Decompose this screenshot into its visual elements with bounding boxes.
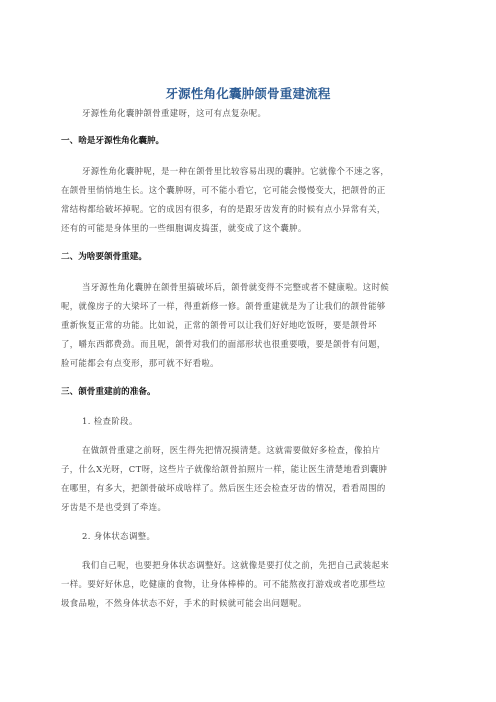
section-heading-3: 三、颌骨重建前的准备。	[61, 387, 156, 397]
section-heading-2: 二、为啥要颌骨重建。	[61, 252, 147, 262]
paragraph-line: 我们自己呢，也要把身体状态调整好。这就像是要打仗之前，先把自己武装起来	[82, 560, 390, 570]
paragraph-line: 在哪里，有多大，把颌骨破坏成啥样了。然后医生还会检查牙齿的情况，看看周围的	[61, 483, 386, 493]
subsection-label-2: 2. 身体状态调整。	[82, 531, 156, 541]
section-heading-1: 一、啥是牙源性角化囊肿。	[61, 136, 165, 146]
paragraph-line: 脸可能都会有点变形，那可就不好看啦。	[61, 358, 219, 368]
paragraph-line: 一样。要好好休息，吃健康的食物，让身体棒棒的。可不能熬夜打游戏或者吃那些垃	[61, 579, 386, 589]
paragraph-line: 圾食品啦，不然身体状态不好，手术的时候就可能会出问题呢。	[61, 598, 307, 608]
paragraph-line: 当牙源性角化囊肿在颌骨里搞破坏后，颌骨就变得不完整或者不健康啦。这时候	[82, 282, 390, 292]
document-title: 牙源性角化囊肿颌骨重建流程	[165, 86, 331, 101]
paragraph-line: 了，嚼东西都费劲。而且呢，颌骨对我们的面部形状也很重要哦，要是颌骨有问题，	[61, 339, 386, 349]
paragraph-line: 在颌骨里悄悄地生长。这个囊肿呀，可不能小看它，它可能会慢慢变大，把颌骨的正	[61, 185, 386, 195]
paragraph-line: 子，什么X光呀，CT呀，这些片子就像给颌骨拍照片一样，能让医生清楚地看到囊肿	[61, 464, 388, 474]
paragraph-line: 重新恢复正常的功能。比如说，正常的颌骨可以让我们好好地吃饭呀，要是颌骨坏	[61, 320, 377, 330]
paragraph-line: 牙齿是不是也受到了牵连。	[61, 502, 167, 512]
paragraph-line: 牙源性角化囊肿呢，是一种在颌骨里比较容易出现的囊肿。它就像个不速之客，	[82, 166, 390, 176]
paragraph-line: 常结构都给破坏掉呢。它的成因有很多，有的是跟牙齿发育的时候有点小异常有关，	[61, 204, 386, 214]
intro-text: 牙源性角化囊肿颌骨重建呀，这可有点复杂呢。	[82, 108, 267, 118]
paragraph-line: 还有的可能是身体里的一些细胞调皮捣蛋，就变成了这个囊肿。	[61, 223, 307, 233]
subsection-label-1: 1. 检查阶段。	[82, 416, 138, 426]
paragraph-line: 呢，就像房子的大梁坏了一样，得重新修一修。颌骨重建就是为了让我们的颌骨能够	[61, 301, 386, 311]
paragraph-line: 在做颌骨重建之前呀，医生得先把情况摸清楚。这就需要做好多检查，像拍片	[82, 445, 381, 455]
